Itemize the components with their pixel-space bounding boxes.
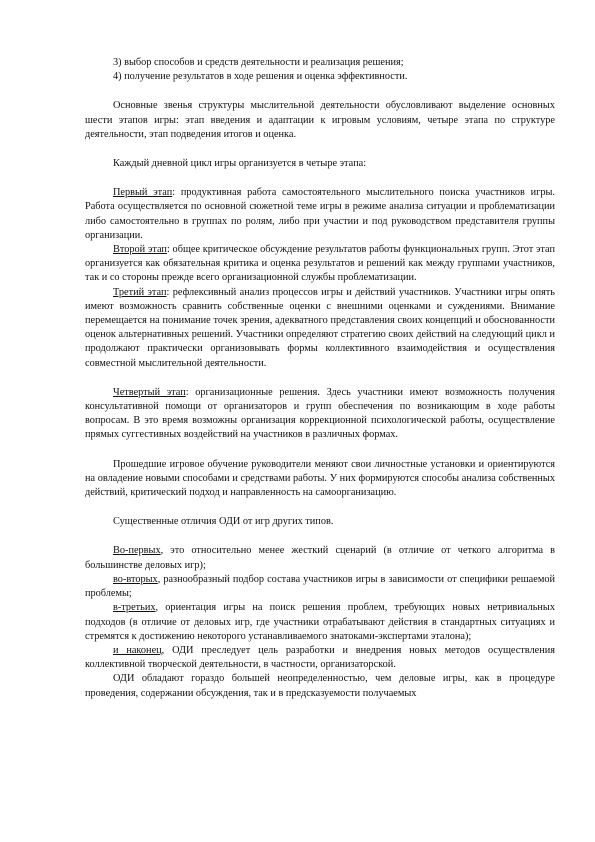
difference-4-text: , ОДИ преследует цель разработки и внедрения новых методов осуществления коллективной творческой деятельности, в частности, организаторской. bbox=[85, 644, 555, 671]
stage-1-paragraph bbox=[85, 186, 555, 243]
difference-1-text: , это относительно менее жесткий сценарий (в отличие от четкого алгоритма в большинстве деловых игр); bbox=[85, 545, 555, 571]
difference-1-label: Во-первых bbox=[113, 545, 161, 557]
difference-3-label: в-третьих bbox=[113, 602, 156, 614]
stage-3-text: : рефлексивный анализ процессов игры и действий участников. Участники игры опять имеют возможность сравнить собственные оценки с внешними оценками и суждениями. Внимание перемещается на понимание точек зрения, адекватного представления своих концепций и обоснованности оценок альтернативных решений. Участники определяют стратегию своих действий на следующий цикл и продолжают практически организовывать формы коллективного взаимодействия и осуществления совместной мыслительной деятельности. bbox=[85, 286, 556, 369]
paragraph-structure: Основные звенья структуры мыслительной деятельности обусловливают выделение основных шести этапов игры: этап введения и адаптации к игровым условиям, четыре этапа по структуре деятельности, этап подведения итогов и оценка. bbox=[85, 100, 555, 140]
stage-3-paragraph bbox=[85, 286, 555, 371]
difference-2-text: , разнообразный подбор состава участников игры в зависимости от специфики решаемой проблемы; bbox=[85, 573, 555, 600]
document-body bbox=[85, 56, 555, 701]
list-item-3: 3) выбор способов и средств деятельности и реализация решения; bbox=[113, 57, 404, 68]
stage-2-label: Второй этап bbox=[113, 244, 167, 256]
difference-3-text: , ориентация игры на поиск решения проблем, требующих новых нетривиальных подходов (в отличие от деловых игр, где участники отрабатывают действия в стандартных ситуациях и стремятся к достижению некоторого устанавливаемого знатоками-экспертами эталона); bbox=[85, 602, 555, 642]
difference-2-paragraph bbox=[85, 573, 555, 601]
stage-4-label: Четвертый этап bbox=[113, 386, 186, 398]
paragraph-daily-cycle: Каждый дневной цикл игры организуется в четыре этапа: bbox=[113, 158, 367, 170]
difference-4-label: и наконец bbox=[113, 644, 162, 656]
difference-2-label: во-вторых bbox=[113, 573, 158, 585]
difference-3-paragraph bbox=[85, 601, 555, 644]
difference-4-paragraph bbox=[85, 644, 555, 672]
paragraph-training: Прошедшие игровое обучение руководители меняют свои личностные установки и ориентируются на овладение новыми способами и средствами работы. У них формируются способы анализа собственных действий, критический подход и направленность на самоорганизацию. bbox=[85, 458, 555, 499]
stage-4-text: : организационные решения. Здесь участники имеют возможность получения консультативной помощи от организаторов и групп обеспечения по возникающим в ходе работы вопросам. В это время возможны организация коррекционной психологической работы, осуществление прямых суггестивных воздействий на участников в различных формах. bbox=[85, 386, 555, 441]
stage-1-label: Первый этап bbox=[113, 187, 173, 199]
stage-2-text: : общее критическое обсуждение результатов работы функциональных групп. Этот этап организуется как обязательная критика и оценка результатов и решений как между группами участников, так и со стороны прежде всего организационной службы проблематизации. bbox=[85, 244, 555, 284]
stage-3-label: Третий этап bbox=[113, 286, 167, 298]
stage-1-text: : продуктивная работа самостоятельного мыслительного поиска участников игры. Работа осуществляется по основной сюжетной теме игры в режиме анализа ситуации и проблематизации либо самостоятельно в группах по ролям, либо при участии и под руководством представителя группы организации. bbox=[85, 187, 555, 241]
paragraph-differences-heading: Существенные отличия ОДИ от игр других типов. bbox=[113, 516, 334, 528]
stage-2-paragraph bbox=[85, 243, 555, 286]
paragraph-final: ОДИ обладают гораздо большей неопределенностью, чем деловые игры, как в процедуре проведения, содержании обсуждения, так и в предсказуемости получаемых bbox=[85, 673, 555, 699]
list-item-4: 4) получение результатов в ходе решения и оценка эффективности. bbox=[113, 71, 408, 83]
stage-4-paragraph bbox=[85, 386, 555, 443]
difference-1-paragraph bbox=[85, 544, 555, 572]
